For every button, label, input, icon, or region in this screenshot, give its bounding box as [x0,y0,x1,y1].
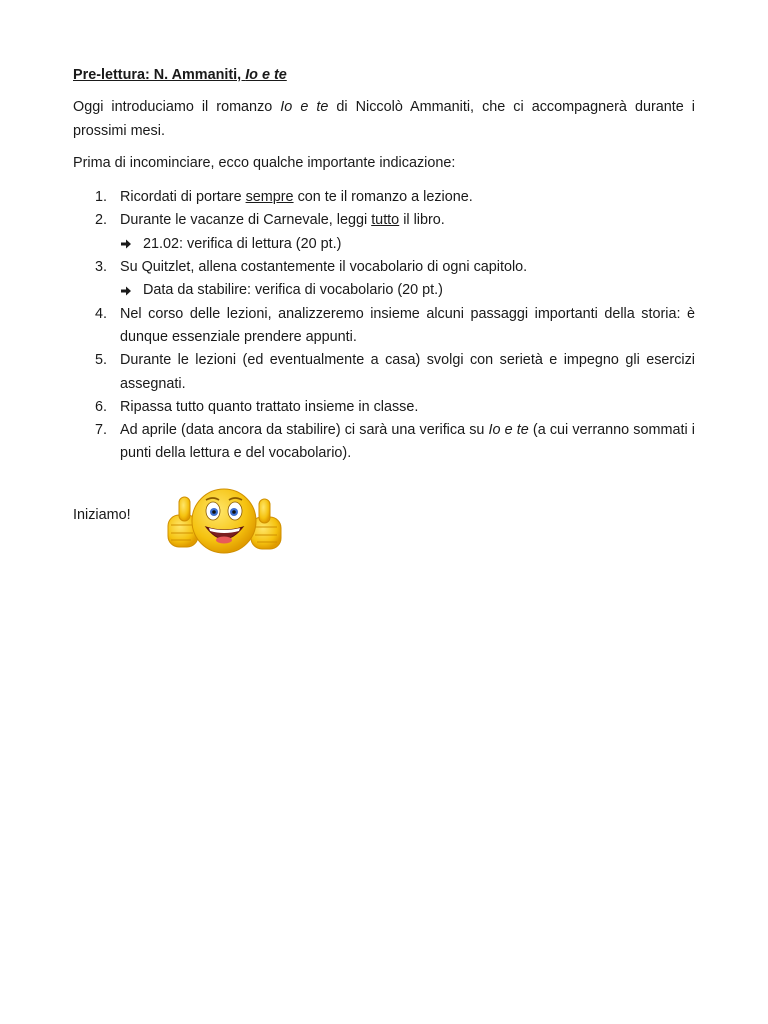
right-arrow-icon [120,238,132,250]
item-underlined-word: tutto [371,212,400,229]
item-underlined-word: sempre [245,189,294,206]
list-number: 5. [95,352,108,369]
item-text: Nel corso delle lezioni, analizzeremo insieme alcuni passaggi importanti della storia: è dunque essenziale prendere appunti. [120,305,695,345]
vocabulary-test-date: Data da stabilire: verifica di vocabolario (20 pt.) [143,282,443,299]
item-text-end: con te il romanzo a lezione. [293,189,473,206]
list-item [73,256,695,303]
item-text-end: il libro. [399,212,445,229]
item-text: Ripassa tutto quanto trattato insieme in classe. [120,398,419,415]
list-number: 6. [95,398,108,415]
list-item [73,303,695,350]
item-book-name: Io e te [488,422,529,439]
instruction-list [73,186,695,466]
document-body [73,64,695,466]
item-text: Durante le lezioni (ed eventualmente a casa) svolgi con serietà e impegno gli esercizi assegnati. [120,352,695,392]
list-item [73,349,695,396]
list-item [73,209,695,256]
reading-test-note [120,233,695,256]
list-number: 4. [95,305,108,322]
right-arrow-icon [120,285,132,297]
item-text-start: Ricordati di portare [120,189,246,206]
closing-row [73,507,695,567]
title-book-name: Io e te [245,67,287,83]
closing-text: Iniziamo! [73,507,131,523]
vocabulary-test-note [120,279,695,302]
thumbs-up-smiley-icon [163,487,285,561]
list-item [73,419,695,466]
reading-test-date: 21.02: verifica di lettura (20 pt.) [143,235,342,252]
intro-text-start: Oggi introduciamo il romanzo [73,99,281,116]
intro-paragraph [73,96,695,143]
item-text: Su Quitzlet, allena costantemente il vocabolario di ogni capitolo. [120,259,528,276]
list-number: 7. [95,422,108,439]
list-number: 3. [95,259,108,276]
list-item [73,396,695,419]
lead-paragraph: Prima di incominciare, ecco qualche importante indicazione: [73,154,456,171]
list-item [73,186,695,209]
list-number: 1. [95,189,108,206]
item-text-start: Ad aprile (data ancora da stabilire) ci sarà una verifica su [120,422,489,439]
document-title [73,64,695,87]
intro-text-end: di Niccolò Ammaniti, che ci accompagnerà durante i prossimi mesi. [73,99,695,139]
item-text-start: Durante le vacanze di Carnevale, leggi [120,212,372,229]
item-text-end: (a cui verranno sommati i punti della lettura e del vocabolario). [120,422,695,462]
title-prefix: Pre-lettura: N. Ammaniti, [73,67,246,83]
list-number: 2. [95,212,108,229]
intro-book-name: Io e te [280,99,329,116]
